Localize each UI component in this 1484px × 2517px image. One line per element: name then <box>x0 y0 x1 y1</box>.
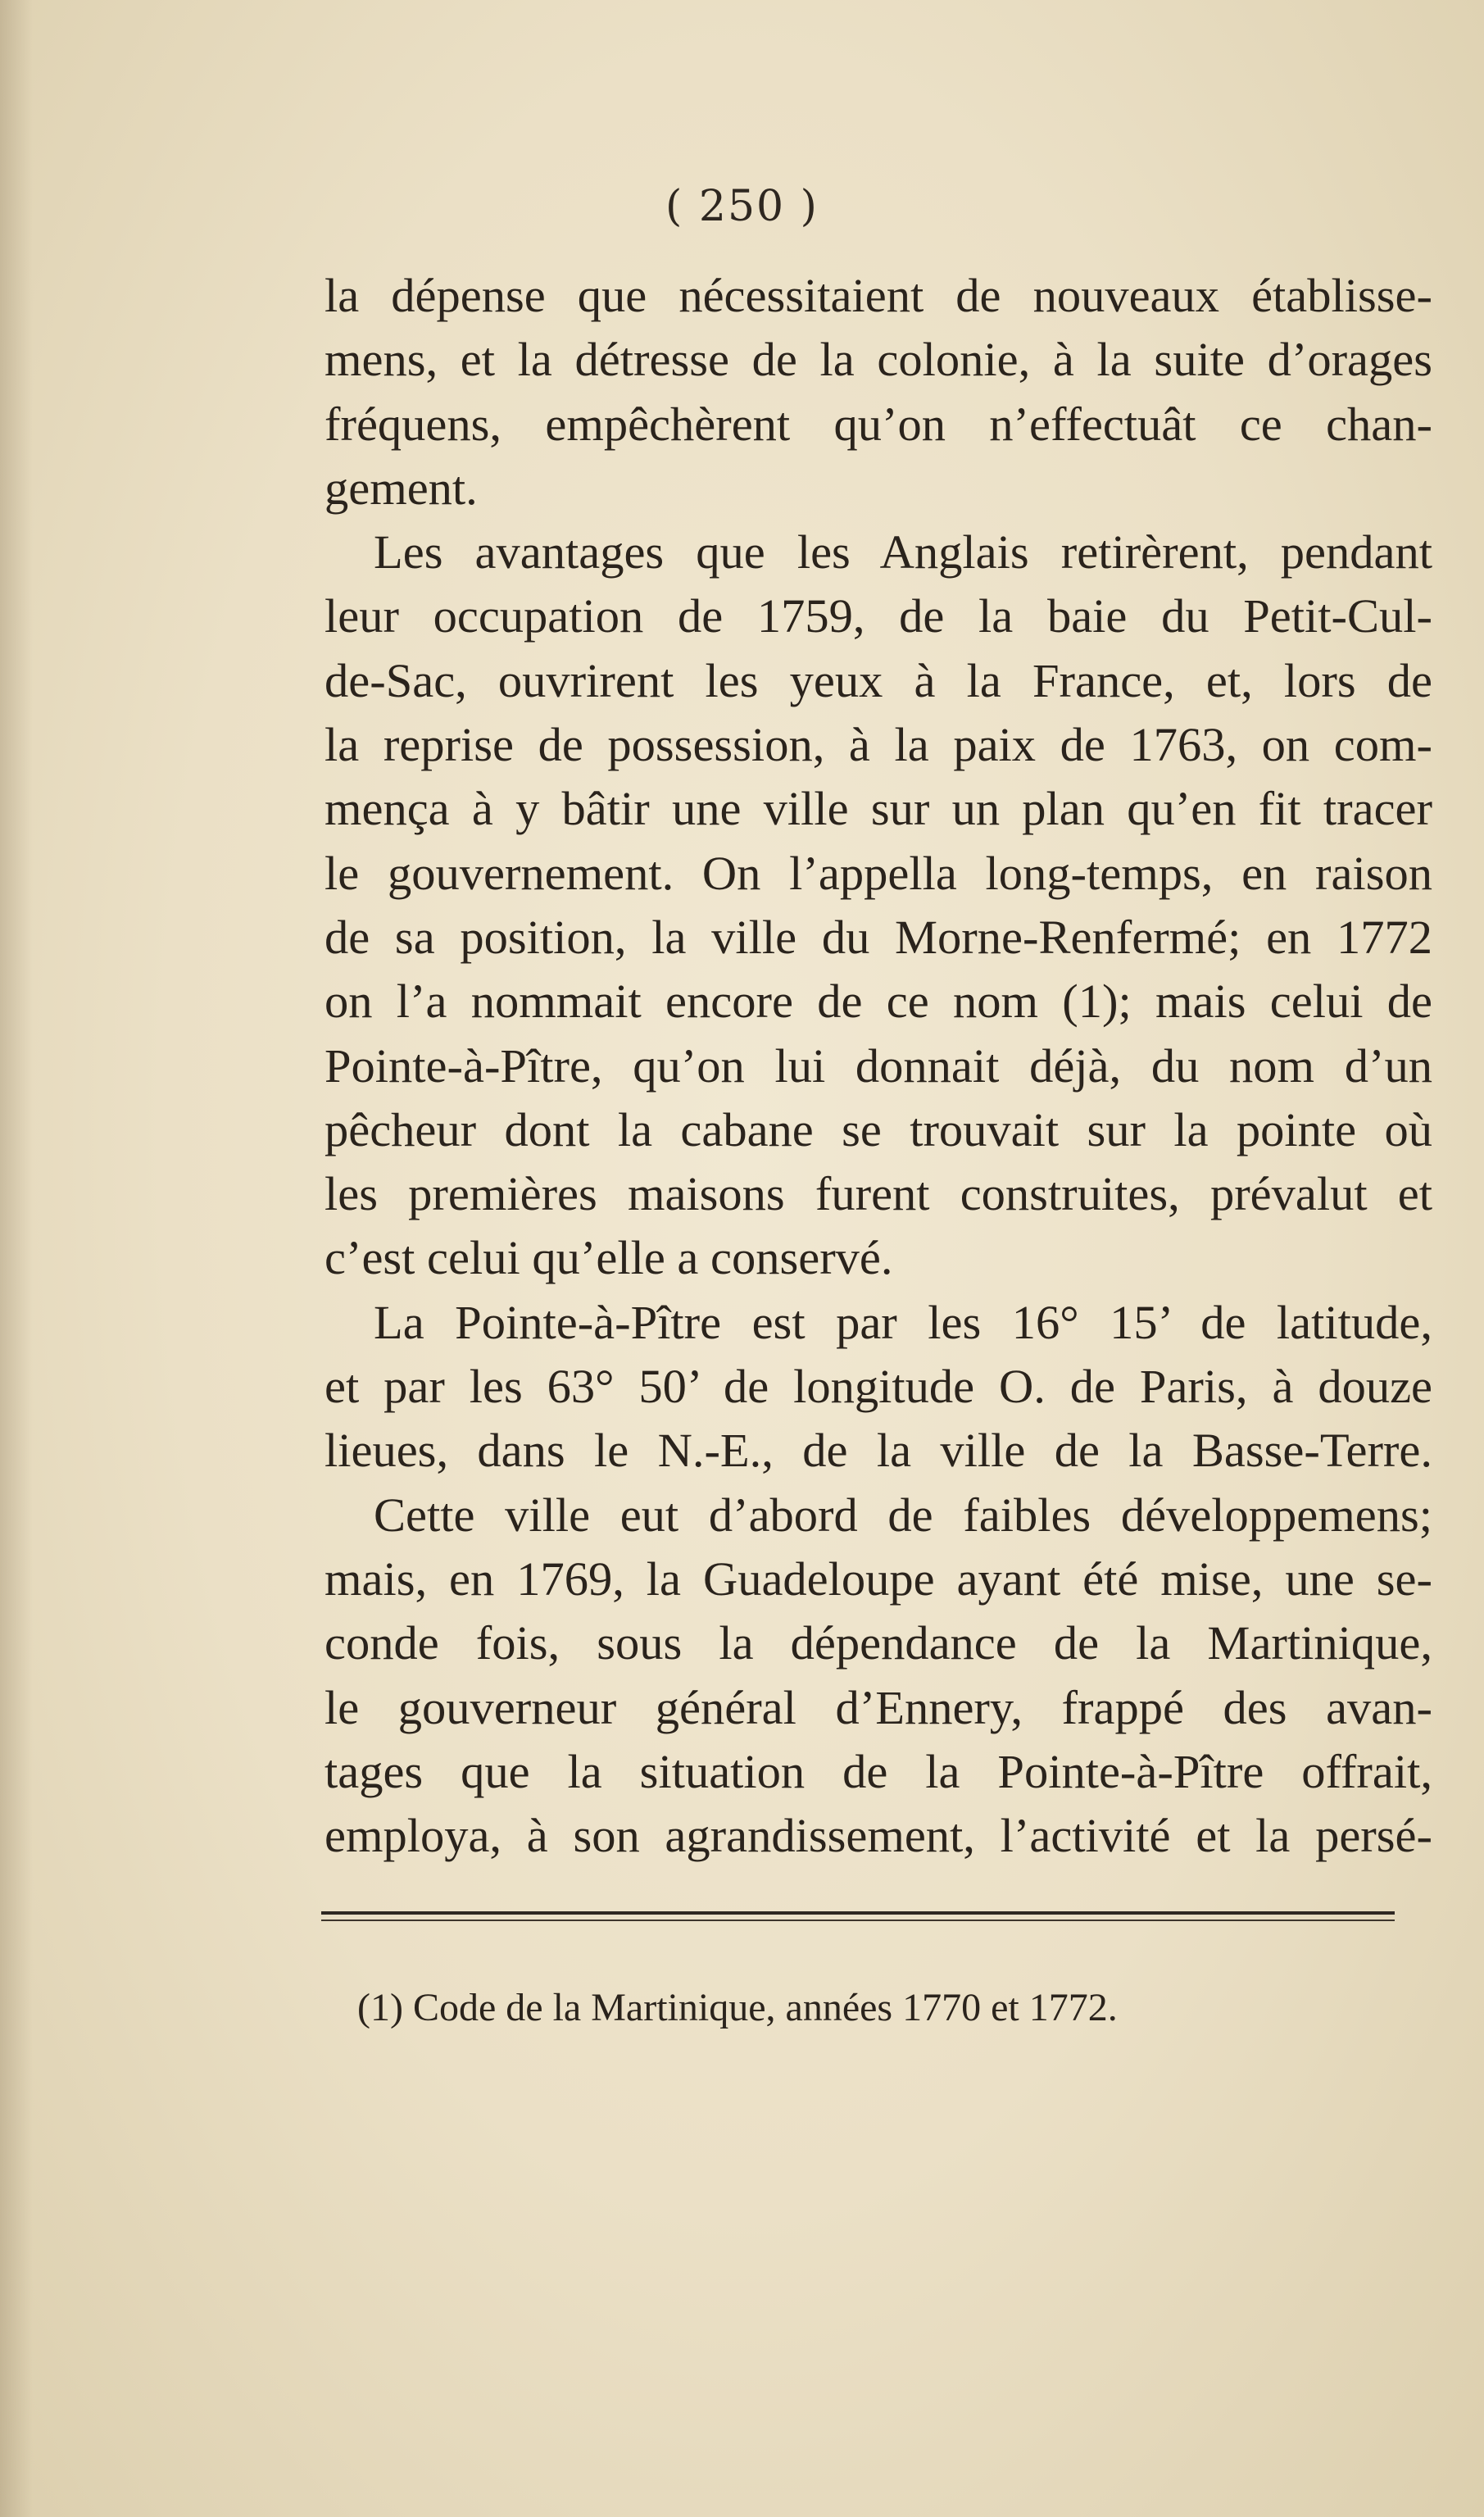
footnote-rule-thick <box>321 1911 1395 1915</box>
text-line: mença à y bâtir une ville sur un plan qu’en fit tracer <box>324 782 1432 836</box>
text-line: mens, et la détresse de la colonie, à la suite d’orages <box>324 333 1432 387</box>
text-line: c’est celui qu’elle a conservé. <box>324 1231 893 1285</box>
text-line: Cette ville eut d’abord de faibles développemens; <box>374 1488 1432 1542</box>
text-line: Les avantages que les Anglais retirèrent, pendant <box>374 525 1432 579</box>
text-line: le gouverneur général d’Ennery, frappé des avan- <box>324 1680 1432 1734</box>
text-line: on l’a nommait encore de ce nom (1); mais celui de <box>324 975 1432 1029</box>
text-line: lieues, dans le N.-E., de la ville de la Basse-Terre. <box>324 1424 1432 1478</box>
text-line: et par les 63° 50’ de longitude O. de Paris, à douze <box>324 1360 1432 1414</box>
footnote-rule-thin <box>321 1920 1395 1921</box>
text-line: pêcheur dont la cabane se trouvait sur la pointe où <box>324 1102 1432 1156</box>
text-line: leur occupation de 1759, de la baie du Petit-Cul- <box>324 589 1432 643</box>
text-line: conde fois, sous la dépendance de la Martinique, <box>324 1616 1432 1670</box>
page-edge-shadow <box>0 0 33 2517</box>
text-line: le gouvernement. On l’appella long-temps, en raison <box>324 846 1432 900</box>
body-text <box>324 264 1432 1868</box>
page-number-header: ( 250 ) <box>665 182 819 231</box>
text-line: tages que la situation de la Pointe-à-Pître offrait, <box>324 1744 1432 1798</box>
text-line: la reprise de possession, à la paix de 1763, on com- <box>324 718 1432 772</box>
text-line: employa, à son agrandissement, l’activité et la persé- <box>324 1809 1432 1863</box>
text-line: de-Sac, ouvrirent les yeux à la France, et, lors de <box>324 653 1432 707</box>
text-line: gement. <box>324 461 478 515</box>
text-line: La Pointe-à-Pître est par les 16° 15’ de latitude, <box>374 1295 1432 1349</box>
text-line: de sa position, la ville du Morne-Renfermé; en 1772 <box>324 910 1432 964</box>
text-line: mais, en 1769, la Guadeloupe ayant été mise, une se- <box>324 1552 1432 1606</box>
text-line: la dépense que nécessitaient de nouveaux établisse- <box>324 269 1432 322</box>
footnote: (1) Code de la Martinique, années 1770 et 1772. <box>357 1986 1118 2029</box>
text-line: Pointe-à-Pître, qu’on lui donnait déjà, du nom d’un <box>324 1038 1432 1093</box>
text-line: fréquens, empêchèrent qu’on n’effectuât ce chan- <box>324 397 1432 451</box>
text-line: les premières maisons furent construites, prévalut et <box>324 1167 1432 1221</box>
